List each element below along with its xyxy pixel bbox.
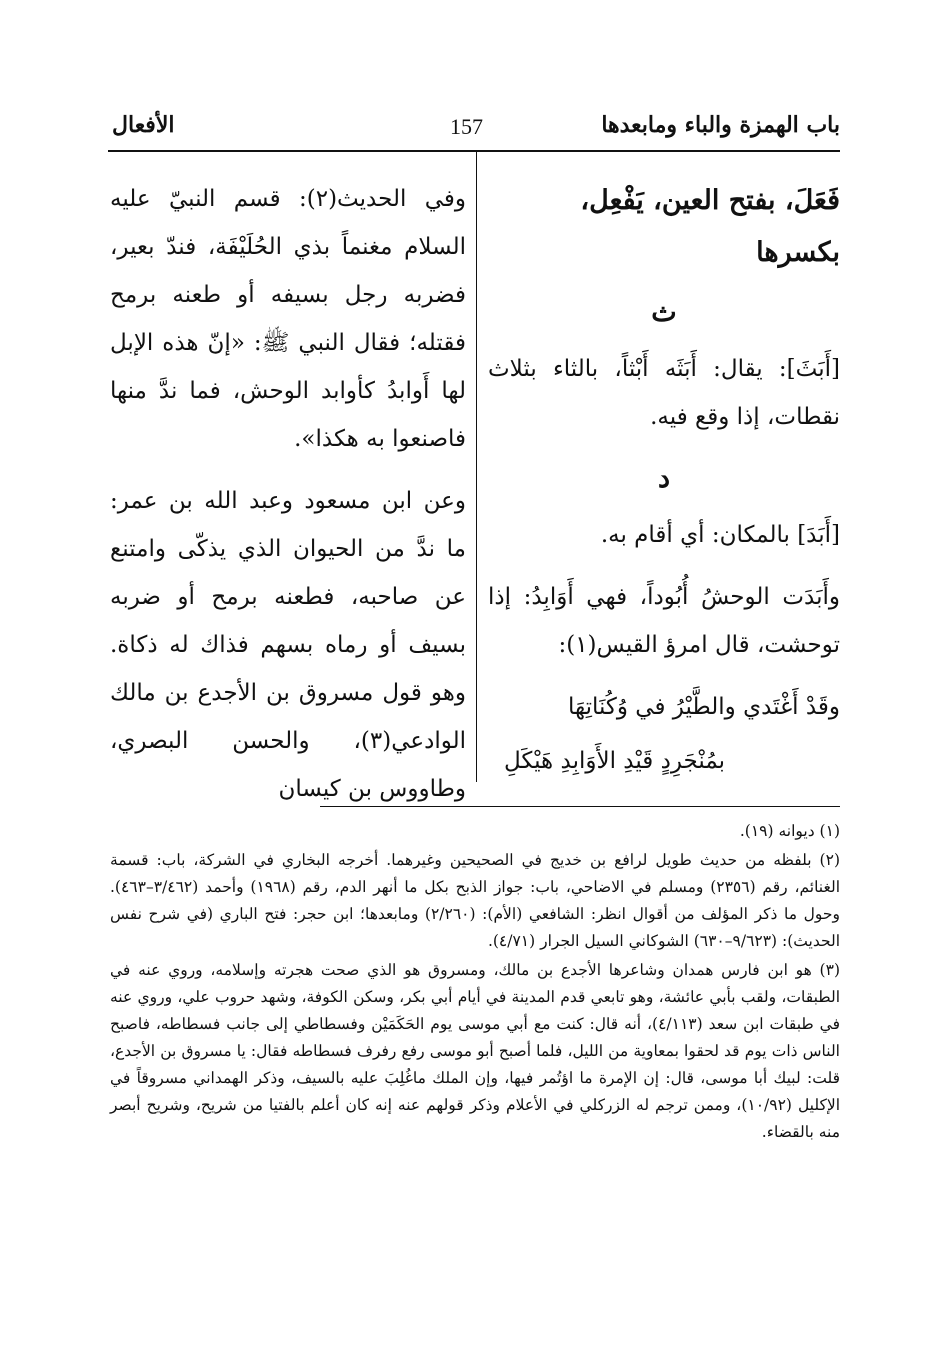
letter-heading-dal: د bbox=[657, 463, 671, 494]
footnotes bbox=[110, 818, 840, 1148]
header-rule bbox=[108, 150, 840, 152]
footnote-3: (٣) هو ابن فارس همدان وشاعرها الأجدع بن مالك، ومسروق هو الذي صحت هجرته وإسلامه، وروي عنه في الطبقات، ولقب بأبي عائشة، وهو تابعي قدم المدينة في أيام أبي بكر، وسكن الكوفة، وشهد حروب علي، وروي عنه في طبقات ابن سعد (٤/١١٣)، أنه قال: كنت مع أبي موسى يوم الحَكَمَيْن وفسطاطي إلى جانب فسطاطه، فاصبح الناس ذات يوم قد لحقوا بمعاوية من الليل، فلما أصبح أبو موسى رفع رفرف فسطاطه فقال: يا مسروق بن الأجدع، قلت: لبيك أبا موسى، قال: إن الإمرة ما اؤتُمر فيها، وإن الملك ماغُلِبَ عليه بالسيف، وذكر الهمداني مسروقاً في الإكليل (١٠/٩٢)، وممن ترجم له الزركلي في الأعلام وذكر قولهم عنه إنه كان أعلم بالفتيا من شريح، وشريح أبصر منه بالقضاء. bbox=[110, 961, 841, 1141]
chapter-header: باب الهمزة والباء ومابعدها bbox=[601, 112, 840, 138]
page-number: 157 bbox=[450, 114, 483, 139]
opinions-paragraph: وعن ابن مسعود وعبد الله بن عمر: ما ندَّ من الحيوان الذي يذكّى وامتنع عن صاحبه، فطعنه برمح أو ضربه بسيف أو رماه بسهم فذاك له ذكاة. وهو قول مسروق بن الأجدع بن مالك الوادعي(٣)، والحسن البصري، وطاووس بن كيسان bbox=[110, 488, 466, 802]
letter-heading-tha: ث bbox=[651, 297, 677, 328]
poem-verse-second-hemistich: بمُنْجَرِدٍ قَيْدِ الأَوَابِدِ هَيْكَلِ bbox=[504, 748, 726, 774]
left-column bbox=[110, 175, 466, 827]
entry-abada: [أَبَدَ] بالمكان: أي أقام به. bbox=[600, 522, 840, 548]
footnote-1: (١) ديوانه (١٩). bbox=[739, 822, 840, 840]
right-column bbox=[488, 175, 840, 785]
footnote-rule bbox=[320, 806, 840, 807]
section-title: فَعَلَ، بفتح العين، يَفْعِل، بكسرها bbox=[580, 185, 840, 268]
poem-verse-first-hemistich: وقَدْ أَغْتَدي والطَّيْرُ في وُكُنَاتِهَا bbox=[567, 694, 840, 720]
hadith-paragraph: وفي الحديث(٢): قسم النبيّ عليه السلام مغنماً بذي الحُلَيْفَة، فندّ بعير، فضربه رجل بسيفه أو طعنه برمح فقتله؛ فقال النبي ﷺ: «إنّ هذه الإبل لها أَوابدُ كأوابد الوحش، فما ندَّ منها فاصنعوا به هكذا». bbox=[110, 186, 466, 452]
entry-abatha: [أَبَثَ]: يقال: أَبَثَه أَبْثاً، بالثاء بثلاث نقطات، إذا وقع فيه. bbox=[488, 356, 840, 430]
entry-awabid: وأَبَدَت الوحشُ أُبُوداً، فهي أَوَابِدُ: إذا توحشت، قال امرؤ القيس(١): bbox=[488, 584, 840, 658]
footnote-2: (٢) بلفظه من حديث طويل لرافع بن خديج في الصحيحين وغيرهما. أخرجه البخاري في الشركة، باب: قسمة الغنائم، رقم (٢٣٥٦) ومسلم في الاضاحي، باب: جواز الذبح بكل ما أنهر الدم، رقم (١٩٦٨) وأحمد (٣/٤٦٢–٤٦٣). وحول ما ذكر المؤلف من أقوال انظر: الشافعي (الأم): (٢/٢٦٠) ومابعدها؛ ابن حجر: فتح الباري (في شرح نفس الحديث): (٩/٦٢٣–٦٣٠) الشوكاني السيل الجرار (٤/٧١). bbox=[110, 851, 840, 950]
column-divider bbox=[476, 152, 477, 782]
section-header: الأفعال bbox=[112, 112, 175, 138]
